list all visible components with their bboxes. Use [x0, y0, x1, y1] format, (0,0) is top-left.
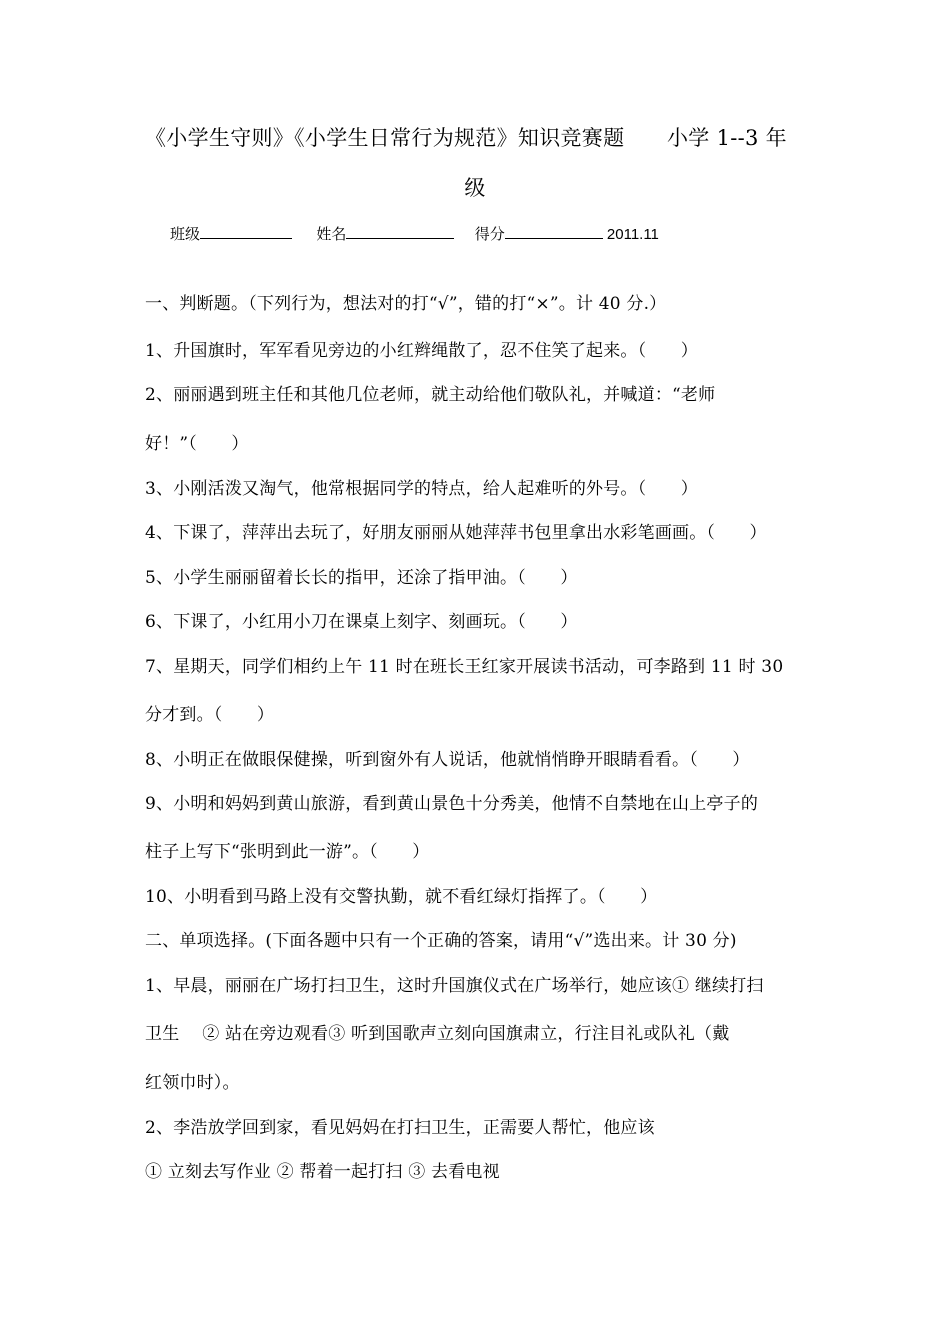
question-line: 卫生 ② 站在旁边观看③ 听到国歌声立刻向国旗肃立，行注目礼或队礼（戴 — [145, 1024, 730, 1044]
question-line: ① 立刻去写作业 ② 帮着一起打扫 ③ 去看电视 — [145, 1162, 500, 1182]
question-line: 好！”（ ） — [145, 434, 249, 454]
name-label: 姓名 — [316, 226, 347, 243]
question-line: 2、丽丽遇到班主任和其他几位老师，就主动给他们敬队礼，并喊道：“老师 — [145, 385, 716, 405]
exam-title-continued: 级 — [464, 176, 486, 200]
question-line: 7、星期天，同学们相约上午 11 时在班长王红家开展读书活动，可李路到 11 时 30 — [145, 657, 784, 677]
student-info-row — [170, 223, 659, 244]
score-label: 得分 — [474, 226, 505, 243]
question-line: 5、小学生丽丽留着长长的指甲，还涂了指甲油。（ ） — [145, 568, 578, 588]
question-line: 4、下课了，萍萍出去玩了，好朋友丽丽从她萍萍书包里拿出水彩笔画画。（ ） — [145, 523, 767, 543]
question-line: 分才到。（ ） — [145, 705, 275, 725]
question-line: 6、下课了，小红用小刀在课桌上刻字、刻画玩。（ ） — [145, 612, 578, 632]
score-blank — [505, 224, 603, 239]
question-line: 10、小明看到马路上没有交警执勤，就不看红绿灯指挥了。（ ） — [145, 887, 658, 907]
question-line: 1、升国旗时，军军看见旁边的小红辫绳散了，忍不住笑了起来。（ ） — [145, 341, 698, 361]
name-blank — [346, 224, 454, 239]
question-line: 8、小明正在做眼保健操，听到窗外有人说话，他就悄悄睁开眼睛看看。（ ） — [145, 750, 750, 770]
section1-heading: 一、判断题。（下列行为，想法对的打“√”，错的打“×”。计 40 分.） — [145, 294, 667, 314]
exam-date: 2011.11 — [606, 226, 659, 243]
section2-heading: 二、单项选择。(下面各题中只有一个正确的答案，请用“√”选出来。计 30 分) — [145, 931, 737, 951]
question-line: 3、小刚活泼又淘气，他常根据同学的特点，给人起难听的外号。（ ） — [145, 479, 698, 499]
class-label: 班级 — [170, 226, 201, 243]
question-line: 柱子上写下“张明到此一游”。（ ） — [145, 842, 430, 862]
question-line: 2、李浩放学回到家，看见妈妈在打扫卫生，正需要人帮忙，他应该 — [145, 1118, 655, 1138]
question-line: 1、早晨，丽丽在广场打扫卫生，这时升国旗仪式在广场举行，她应该① 继续打扫 — [145, 976, 764, 996]
question-line: 9、小明和妈妈到黄山旅游，看到黄山景色十分秀美，他情不自禁地在山上亭子的 — [145, 794, 759, 814]
class-blank — [200, 224, 292, 239]
question-line: 红领巾时）。 — [145, 1073, 240, 1093]
exam-title: 《小学生守则》《小学生日常行为规范》知识竞赛题 小学 1--3 年 — [145, 126, 787, 150]
